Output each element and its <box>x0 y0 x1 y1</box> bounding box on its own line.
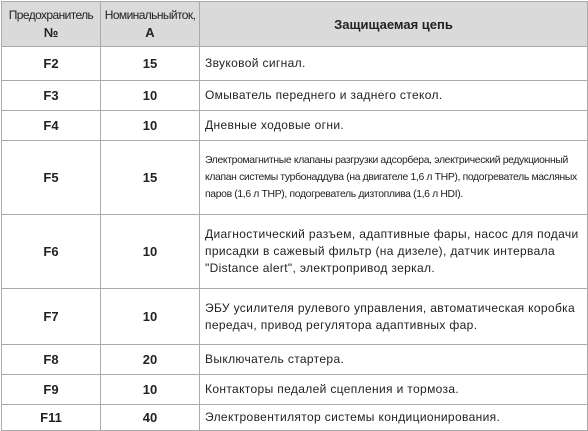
fuse-number-cell: F9 <box>2 375 101 405</box>
circuit-cell: Электровентилятор системы кондиционирования. <box>200 405 588 431</box>
circuit-cell: Омыватель переднего и заднего стекол. <box>200 81 588 111</box>
table-body <box>2 47 588 431</box>
circuit-cell: Диагностический разъем, адаптивные фары, насос для подачи присадки в сажевый фильтр (на дизеле), датчик интервала "Distance alert", электропривод зеркал. <box>200 215 588 289</box>
fuse-number-cell: F4 <box>2 111 101 141</box>
fuse-number-cell: F7 <box>2 289 101 345</box>
table-row <box>2 111 588 141</box>
rated-current-cell: 40 <box>101 405 200 431</box>
header-fuse-number-line2: № <box>43 25 59 40</box>
rated-current-cell: 10 <box>101 215 200 289</box>
rated-current-cell: 10 <box>101 375 200 405</box>
header-row <box>2 2 588 47</box>
header-rated-current <box>101 2 200 47</box>
circuit-cell: Контакторы педалей сцепления и тормоза. <box>200 375 588 405</box>
fuse-number-cell: F6 <box>2 215 101 289</box>
header-rated-current-line1: Номинальныйток, <box>104 8 196 22</box>
table-row <box>2 405 588 431</box>
rated-current-cell: 10 <box>101 111 200 141</box>
table-row <box>2 345 588 375</box>
table-header <box>2 2 588 47</box>
rated-current-cell: 10 <box>101 289 200 345</box>
header-fuse-number <box>2 2 101 47</box>
table-row <box>2 375 588 405</box>
fuse-table <box>1 1 588 431</box>
fuse-number-cell: F3 <box>2 81 101 111</box>
rated-current-cell: 15 <box>101 141 200 215</box>
table-row <box>2 141 588 215</box>
fuse-number-cell: F2 <box>2 47 101 81</box>
rated-current-cell: 15 <box>101 47 200 81</box>
circuit-cell: Выключатель стартера. <box>200 345 588 375</box>
circuit-cell: Электромагнитные клапаны разгрузки адсорбера, электрический редукционный клапан системы турбонаддува (на двигателе 1,6 л THP), подогреватель масляных паров (1,6 л THP), подогреватель дизтоплива (1,6 л HDI). <box>200 141 588 215</box>
circuit-cell: Дневные ходовые огни. <box>200 111 588 141</box>
rated-current-cell: 10 <box>101 81 200 111</box>
table-row <box>2 289 588 345</box>
circuit-cell: ЭБУ усилителя рулевого управления, автоматическая коробка передач, привод регулятора адаптивных фар. <box>200 289 588 345</box>
table-row <box>2 215 588 289</box>
rated-current-cell: 20 <box>101 345 200 375</box>
table-row <box>2 81 588 111</box>
header-protected-circuit: Защищаемая цепь <box>200 2 588 47</box>
fuse-number-cell: F8 <box>2 345 101 375</box>
fuse-number-cell: F11 <box>2 405 101 431</box>
fuse-number-cell: F5 <box>2 141 101 215</box>
table-row <box>2 47 588 81</box>
circuit-cell: Звуковой сигнал. <box>200 47 588 81</box>
header-rated-current-line2: А <box>145 25 155 40</box>
header-fuse-number-line1: Предохранитель <box>8 8 94 22</box>
